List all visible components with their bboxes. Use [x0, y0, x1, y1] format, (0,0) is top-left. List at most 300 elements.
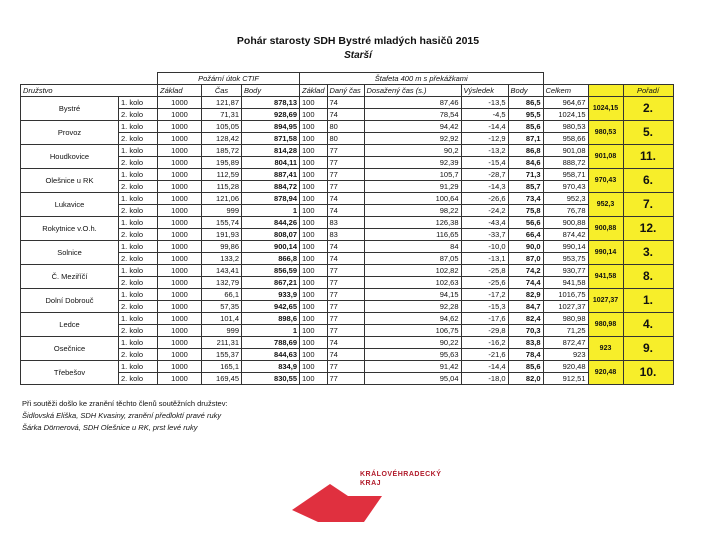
stafeta-body: 95,5: [508, 109, 543, 121]
team-place: 1.: [623, 289, 673, 313]
stafeta-vysledek: -28,7: [461, 169, 508, 181]
results-table: [20, 72, 674, 385]
round-label: 2. kolo: [119, 349, 158, 361]
round-label: 1. kolo: [119, 193, 158, 205]
stafeta-vysledek: -13,1: [461, 253, 508, 265]
stafeta-dosazeny-cas: 100,64: [364, 193, 461, 205]
ctif-cas: 121,87: [202, 97, 242, 109]
ctif-body: 871,58: [242, 133, 300, 145]
stafeta-body: 86,8: [508, 145, 543, 157]
stafeta-vysledek: -13,2: [461, 145, 508, 157]
stafeta-body: 82,0: [508, 373, 543, 385]
notes-line-1: Při soutěži došlo ke zranění těchto členů soutěžních družstev:: [22, 399, 228, 408]
stafeta-dany-cas: 77: [327, 169, 364, 181]
team-row: [21, 145, 674, 157]
celkem: 874,42: [543, 229, 588, 241]
ctif-cas: 999: [202, 205, 242, 217]
stafeta-vysledek: -17,2: [461, 289, 508, 301]
ctif-zaklad: 1000: [158, 265, 202, 277]
team-total: 952,3: [588, 193, 623, 217]
stafeta-body: 75,8: [508, 205, 543, 217]
stafeta-zaklad: 100: [300, 229, 328, 241]
team-row: [21, 193, 674, 205]
ctif-zaklad: 1000: [158, 301, 202, 313]
ctif-cas: 105,05: [202, 121, 242, 133]
team-place: 4.: [623, 313, 673, 337]
ctif-cas: 112,59: [202, 169, 242, 181]
team-row: [21, 337, 674, 349]
stafeta-dosazeny-cas: 91,42: [364, 361, 461, 373]
round-label: 1. kolo: [119, 313, 158, 325]
stafeta-dany-cas: 83: [327, 229, 364, 241]
team-total: 980,53: [588, 121, 623, 145]
stafeta-dosazeny-cas: 94,15: [364, 289, 461, 301]
stafeta-zaklad: 100: [300, 169, 328, 181]
ctif-cas: 115,28: [202, 181, 242, 193]
team-row: [21, 277, 674, 289]
column-header-row: [21, 85, 674, 97]
ctif-body: 942,65: [242, 301, 300, 313]
stafeta-dany-cas: 77: [327, 301, 364, 313]
ctif-zaklad: 1000: [158, 109, 202, 121]
stafeta-dany-cas: 77: [327, 277, 364, 289]
stafeta-vysledek: -12,9: [461, 133, 508, 145]
team-name: Lukavice: [21, 193, 119, 217]
ctif-zaklad: 1000: [158, 97, 202, 109]
stafeta-zaklad: 100: [300, 97, 328, 109]
stafeta-zaklad: 100: [300, 313, 328, 325]
team-name: Bystré: [21, 97, 119, 121]
stafeta-zaklad: 100: [300, 193, 328, 205]
stafeta-body: 85,6: [508, 361, 543, 373]
ctif-zaklad: 1000: [158, 349, 202, 361]
stafeta-dany-cas: 77: [327, 313, 364, 325]
team-name: Třebešov: [21, 361, 119, 385]
celkem: 901,08: [543, 145, 588, 157]
ctif-zaklad: 1000: [158, 313, 202, 325]
injury-notes: [22, 398, 228, 434]
stafeta-vysledek: -15,4: [461, 157, 508, 169]
stafeta-dany-cas: 77: [327, 361, 364, 373]
stafeta-zaklad: 100: [300, 349, 328, 361]
celkem: 990,14: [543, 241, 588, 253]
stafeta-zaklad: 100: [300, 205, 328, 217]
team-total: 900,88: [588, 217, 623, 241]
stafeta-body: 71,3: [508, 169, 543, 181]
round-label: 2. kolo: [119, 229, 158, 241]
col-total-blank: [588, 85, 623, 97]
stafeta-dosazeny-cas: 106,75: [364, 325, 461, 337]
stafeta-dosazeny-cas: 91,29: [364, 181, 461, 193]
stafeta-zaklad: 100: [300, 109, 328, 121]
ctif-body: 887,41: [242, 169, 300, 181]
round-label: 2. kolo: [119, 205, 158, 217]
stafeta-vysledek: -14,4: [461, 361, 508, 373]
stafeta-dosazeny-cas: 78,54: [364, 109, 461, 121]
stafeta-dany-cas: 74: [327, 97, 364, 109]
ctif-body: 808,07: [242, 229, 300, 241]
round-label: 1. kolo: [119, 97, 158, 109]
stafeta-body: 74,4: [508, 277, 543, 289]
celkem: 1027,37: [543, 301, 588, 313]
stafeta-body: 85,6: [508, 121, 543, 133]
team-row: [21, 289, 674, 301]
stafeta-zaklad: 100: [300, 253, 328, 265]
stafeta-zaklad: 100: [300, 361, 328, 373]
stafeta-dosazeny-cas: 105,7: [364, 169, 461, 181]
stafeta-vysledek: -43,4: [461, 217, 508, 229]
group-header-row: [21, 73, 674, 85]
ctif-cas: 128,42: [202, 133, 242, 145]
col-zaklad: Základ: [158, 85, 202, 97]
stafeta-body: 84,7: [508, 301, 543, 313]
stafeta-zaklad: 100: [300, 181, 328, 193]
team-name: Č. Meziříčí: [21, 265, 119, 289]
ctif-body: 933,9: [242, 289, 300, 301]
stafeta-dosazeny-cas: 116,65: [364, 229, 461, 241]
ctif-zaklad: 1000: [158, 229, 202, 241]
round-label: 2. kolo: [119, 253, 158, 265]
celkem: 888,72: [543, 157, 588, 169]
stafeta-dosazeny-cas: 102,82: [364, 265, 461, 277]
ctif-body: 856,59: [242, 265, 300, 277]
stafeta-dosazeny-cas: 95,63: [364, 349, 461, 361]
team-total: 1024,15: [588, 97, 623, 121]
stafeta-zaklad: 100: [300, 265, 328, 277]
stafeta-vysledek: -18,0: [461, 373, 508, 385]
team-row: [21, 133, 674, 145]
round-label: 2. kolo: [119, 325, 158, 337]
ctif-zaklad: 1000: [158, 253, 202, 265]
celkem: 71,25: [543, 325, 588, 337]
stafeta-group-header: Štafeta 400 m s překážkami: [300, 73, 544, 85]
ctif-body: 928,69: [242, 109, 300, 121]
round-label: 1. kolo: [119, 289, 158, 301]
stafeta-dany-cas: 77: [327, 265, 364, 277]
round-label: 1. kolo: [119, 217, 158, 229]
team-place: 6.: [623, 169, 673, 193]
round-label: 2. kolo: [119, 133, 158, 145]
ctif-cas: 169,45: [202, 373, 242, 385]
ctif-cas: 165,1: [202, 361, 242, 373]
stafeta-vysledek: -29,8: [461, 325, 508, 337]
stafeta-body: 83,8: [508, 337, 543, 349]
celkem: 912,51: [543, 373, 588, 385]
stafeta-zaklad: 100: [300, 277, 328, 289]
stafeta-zaklad: 100: [300, 145, 328, 157]
ctif-zaklad: 1000: [158, 193, 202, 205]
team-total: 1027,37: [588, 289, 623, 313]
team-place: 3.: [623, 241, 673, 265]
stafeta-dosazeny-cas: 102,63: [364, 277, 461, 289]
ctif-zaklad: 1000: [158, 157, 202, 169]
stafeta-dany-cas: 74: [327, 193, 364, 205]
col-dany-cas: Daný čas: [327, 85, 364, 97]
ctif-cas: 57,35: [202, 301, 242, 313]
stafeta-dosazeny-cas: 90,22: [364, 337, 461, 349]
team-place: 2.: [623, 97, 673, 121]
ctif-zaklad: 1000: [158, 325, 202, 337]
stafeta-vysledek: -17,6: [461, 313, 508, 325]
team-name: Osečnice: [21, 337, 119, 361]
ctif-cas: 211,31: [202, 337, 242, 349]
stafeta-dosazeny-cas: 92,28: [364, 301, 461, 313]
ctif-body: 898,6: [242, 313, 300, 325]
team-place: 11.: [623, 145, 673, 169]
stafeta-zaklad: 100: [300, 217, 328, 229]
team-row: [21, 253, 674, 265]
stafeta-body: 66,4: [508, 229, 543, 241]
stafeta-dany-cas: 77: [327, 373, 364, 385]
ctif-zaklad: 1000: [158, 217, 202, 229]
team-place: 8.: [623, 265, 673, 289]
stafeta-body: 74,2: [508, 265, 543, 277]
ctif-cas: 121,06: [202, 193, 242, 205]
ctif-body: 867,21: [242, 277, 300, 289]
stafeta-dosazeny-cas: 95,04: [364, 373, 461, 385]
stafeta-vysledek: -16,2: [461, 337, 508, 349]
stafeta-zaklad: 100: [300, 373, 328, 385]
ctif-body: 894,95: [242, 121, 300, 133]
team-row: [21, 97, 674, 109]
round-label: 2. kolo: [119, 373, 158, 385]
ctif-body: 878,13: [242, 97, 300, 109]
notes-line-2: Šidlovská Eliška, SDH Kvasiny, zranění předloktí pravé ruky: [22, 411, 222, 420]
team-name: Provoz: [21, 121, 119, 145]
ctif-cas: 71,31: [202, 109, 242, 121]
stafeta-body: 87,1: [508, 133, 543, 145]
stafeta-dany-cas: 77: [327, 181, 364, 193]
ctif-cas: 155,74: [202, 217, 242, 229]
stafeta-dany-cas: 77: [327, 145, 364, 157]
ctif-body: 1: [242, 325, 300, 337]
stafeta-vysledek: -10,0: [461, 241, 508, 253]
team-row: [21, 217, 674, 229]
celkem: 953,75: [543, 253, 588, 265]
col-vysledek: Výsledek: [461, 85, 508, 97]
round-label: 1. kolo: [119, 121, 158, 133]
ctif-body: 866,8: [242, 253, 300, 265]
col-body2: Body: [508, 85, 543, 97]
ctif-cas: 101,4: [202, 313, 242, 325]
ctif-cas: 999: [202, 325, 242, 337]
stafeta-body: 82,9: [508, 289, 543, 301]
col-cas: Čas: [202, 85, 242, 97]
stafeta-dosazeny-cas: 92,39: [364, 157, 461, 169]
ctif-body: 788,69: [242, 337, 300, 349]
team-total: 920,48: [588, 361, 623, 385]
stafeta-vysledek: -4,5: [461, 109, 508, 121]
team-name: Olešnice u RK: [21, 169, 119, 193]
logo-line-2: KRAJ: [360, 480, 382, 487]
celkem: 941,58: [543, 277, 588, 289]
stafeta-dosazeny-cas: 90,2: [364, 145, 461, 157]
stafeta-dosazeny-cas: 94,62: [364, 313, 461, 325]
stafeta-dany-cas: 80: [327, 121, 364, 133]
stafeta-dany-cas: 74: [327, 253, 364, 265]
stafeta-body: 70,3: [508, 325, 543, 337]
stafeta-body: 56,6: [508, 217, 543, 229]
team-row: [21, 373, 674, 385]
ctif-body: 884,72: [242, 181, 300, 193]
team-place: 12.: [623, 217, 673, 241]
stafeta-dosazeny-cas: 87,46: [364, 97, 461, 109]
logo-text: [360, 470, 441, 488]
stafeta-dany-cas: 74: [327, 109, 364, 121]
round-label: 2. kolo: [119, 181, 158, 193]
stafeta-body: 85,7: [508, 181, 543, 193]
round-label: 2. kolo: [119, 301, 158, 313]
round-label: 1. kolo: [119, 241, 158, 253]
team-row: [21, 349, 674, 361]
celkem: 980,98: [543, 313, 588, 325]
ctif-body: 804,11: [242, 157, 300, 169]
team-row: [21, 205, 674, 217]
stafeta-body: 86,5: [508, 97, 543, 109]
team-place: 10.: [623, 361, 673, 385]
stafeta-zaklad: 100: [300, 301, 328, 313]
stafeta-vysledek: -14,3: [461, 181, 508, 193]
team-row: [21, 181, 674, 193]
col-celkem: Celkem: [543, 85, 588, 97]
team-row: [21, 241, 674, 253]
ctif-body: 834,9: [242, 361, 300, 373]
stafeta-vysledek: -26,6: [461, 193, 508, 205]
stafeta-dany-cas: 77: [327, 157, 364, 169]
ctif-zaklad: 1000: [158, 181, 202, 193]
stafeta-vysledek: -25,6: [461, 277, 508, 289]
team-total: 990,14: [588, 241, 623, 265]
celkem: 1024,15: [543, 109, 588, 121]
ctif-body: 830,55: [242, 373, 300, 385]
stafeta-vysledek: -15,3: [461, 301, 508, 313]
stafeta-vysledek: -13,5: [461, 97, 508, 109]
celkem: 952,3: [543, 193, 588, 205]
notes-line-3: Šárka Dörnerová, SDH Olešnice u RK, prst levé ruky: [22, 423, 198, 432]
ctif-zaklad: 1000: [158, 133, 202, 145]
round-label: 1. kolo: [119, 145, 158, 157]
team-name: Houdkovice: [21, 145, 119, 169]
celkem: 920,48: [543, 361, 588, 373]
stafeta-zaklad: 100: [300, 325, 328, 337]
stafeta-zaklad: 100: [300, 337, 328, 349]
team-place: 5.: [623, 121, 673, 145]
ctif-zaklad: 1000: [158, 169, 202, 181]
ctif-cas: 143,41: [202, 265, 242, 277]
stafeta-dany-cas: 74: [327, 349, 364, 361]
stafeta-dany-cas: 74: [327, 241, 364, 253]
round-label: 1. kolo: [119, 265, 158, 277]
stafeta-zaklad: 100: [300, 241, 328, 253]
ctif-cas: 99,86: [202, 241, 242, 253]
team-place: 7.: [623, 193, 673, 217]
team-name: Solnice: [21, 241, 119, 265]
ctif-zaklad: 1000: [158, 373, 202, 385]
round-label: 2. kolo: [119, 109, 158, 121]
ctif-zaklad: 1000: [158, 205, 202, 217]
stafeta-body: 90,0: [508, 241, 543, 253]
stafeta-dosazeny-cas: 126,38: [364, 217, 461, 229]
ctif-cas: 133,2: [202, 253, 242, 265]
col-poradi: Pořadí: [623, 85, 673, 97]
team-total: 923: [588, 337, 623, 361]
ctif-group-header: Požární útok CTIF: [158, 73, 300, 85]
ctif-zaklad: 1000: [158, 277, 202, 289]
page-title: Pohár starosty SDH Bystré mladých hasičů 2015: [236, 35, 480, 47]
round-label: 2. kolo: [119, 277, 158, 289]
team-place: 9.: [623, 337, 673, 361]
logo-line-1: KRÁLOVÉHRADECKÝ: [360, 471, 442, 478]
celkem: 76,78: [543, 205, 588, 217]
stafeta-body: 82,4: [508, 313, 543, 325]
team-name: Dolní Dobrouč: [21, 289, 119, 313]
stafeta-body: 84,6: [508, 157, 543, 169]
ctif-zaklad: 1000: [158, 145, 202, 157]
round-label: 1. kolo: [119, 337, 158, 349]
celkem: 980,53: [543, 121, 588, 133]
stafeta-vysledek: -14,4: [461, 121, 508, 133]
team-total: 941,58: [588, 265, 623, 289]
stafeta-zaklad: 100: [300, 289, 328, 301]
celkem: 872,47: [543, 337, 588, 349]
ctif-cas: 195,89: [202, 157, 242, 169]
team-total: 970,43: [588, 169, 623, 193]
ctif-body: 1: [242, 205, 300, 217]
stafeta-vysledek: -33,7: [461, 229, 508, 241]
team-row: [21, 229, 674, 241]
team-row: [21, 169, 674, 181]
team-row: [21, 121, 674, 133]
stafeta-dosazeny-cas: 98,22: [364, 205, 461, 217]
stafeta-vysledek: -25,8: [461, 265, 508, 277]
stafeta-vysledek: -24,2: [461, 205, 508, 217]
stafeta-dosazeny-cas: 92,92: [364, 133, 461, 145]
ctif-zaklad: 1000: [158, 241, 202, 253]
ctif-zaklad: 1000: [158, 337, 202, 349]
stafeta-dosazeny-cas: 84: [364, 241, 461, 253]
round-label: 2. kolo: [119, 157, 158, 169]
col-druzstvo: Družstvo: [21, 85, 158, 97]
stafeta-body: 73,4: [508, 193, 543, 205]
stafeta-dany-cas: 80: [327, 133, 364, 145]
col-dosazeny-cas: Dosažený čas (s.): [364, 85, 461, 97]
round-label: 1. kolo: [119, 361, 158, 373]
stafeta-zaklad: 100: [300, 121, 328, 133]
stafeta-vysledek: -21,6: [461, 349, 508, 361]
team-row: [21, 157, 674, 169]
team-row: [21, 313, 674, 325]
round-label: 1. kolo: [119, 169, 158, 181]
celkem: 964,67: [543, 97, 588, 109]
celkem: 958,66: [543, 133, 588, 145]
stafeta-body: 87,0: [508, 253, 543, 265]
ctif-cas: 191,93: [202, 229, 242, 241]
ctif-body: 844,63: [242, 349, 300, 361]
celkem: 1016,75: [543, 289, 588, 301]
ctif-body: 878,94: [242, 193, 300, 205]
ctif-body: 900,14: [242, 241, 300, 253]
stafeta-dosazeny-cas: 94,42: [364, 121, 461, 133]
stafeta-zaklad: 100: [300, 157, 328, 169]
team-row: [21, 265, 674, 277]
celkem: 970,43: [543, 181, 588, 193]
ctif-cas: 132,79: [202, 277, 242, 289]
celkem: 923: [543, 349, 588, 361]
celkem: 930,77: [543, 265, 588, 277]
team-total: 980,98: [588, 313, 623, 337]
col-zaklad2: Základ: [300, 85, 328, 97]
stafeta-dany-cas: 74: [327, 205, 364, 217]
